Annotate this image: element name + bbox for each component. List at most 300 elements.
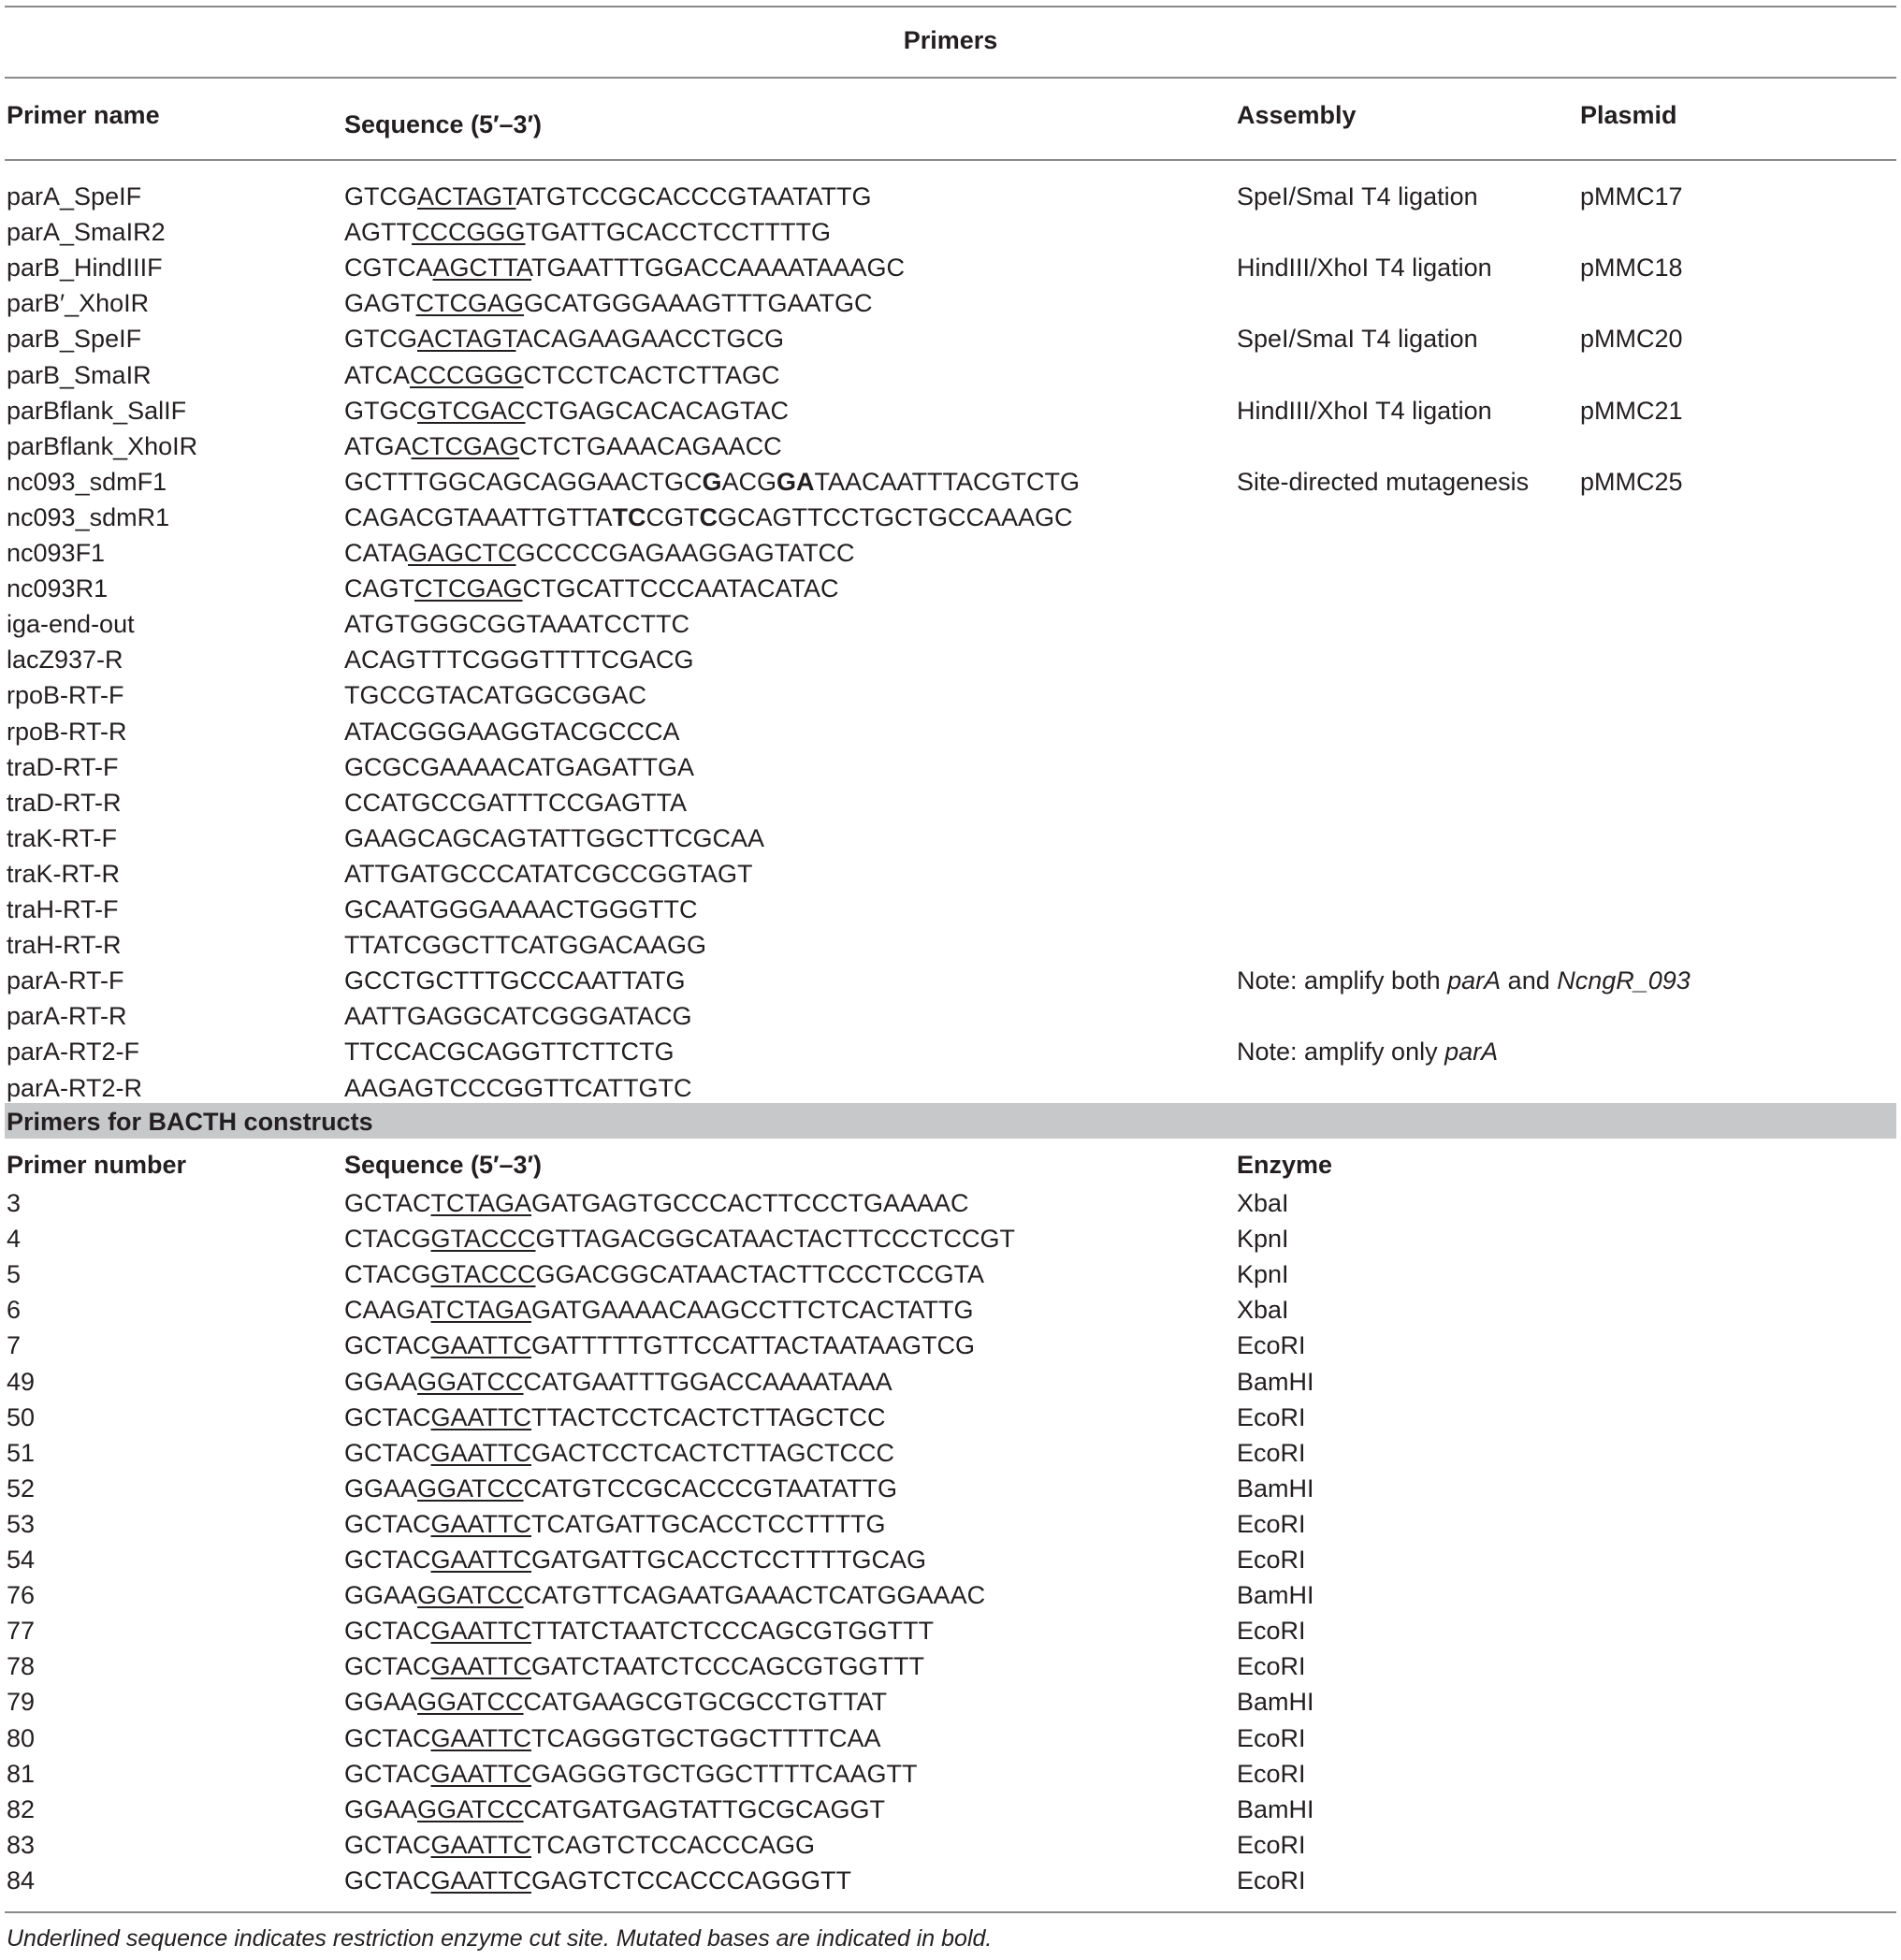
table-row — [0, 1364, 1901, 1400]
primer-plasmid: pMMC20 — [1580, 325, 1683, 354]
table-row — [0, 500, 1901, 535]
text-segment: TCAGTCTCCACCCAGG — [531, 1830, 815, 1859]
primer-name: nc093_sdmR1 — [7, 502, 170, 531]
table-row — [0, 963, 1901, 998]
table-row — [0, 1863, 1901, 1898]
text-segment: GAATTC — [430, 1402, 531, 1431]
text-segment: GCCCCGAGAAGGAGTATCC — [515, 539, 855, 567]
primer-number: 80 — [7, 1723, 36, 1752]
text-segment: TGAATTTGGACCAAAATAAAGC — [531, 254, 906, 283]
text-segment: GTGC — [344, 396, 417, 425]
primer-sequence — [344, 1400, 885, 1435]
text-segment: CTACG — [344, 1260, 431, 1289]
text-segment: TGCCGTACATGGCGGAC — [344, 681, 646, 710]
text-segment: TCATGATTGCACCTCCTTTTG — [531, 1509, 886, 1538]
text-segment: CTCGAG — [414, 574, 523, 603]
primer-number: 84 — [7, 1866, 36, 1895]
text-segment: ATTGATGCCCATATCGCCGGTAGT — [344, 859, 753, 888]
primer-plasmid: pMMC25 — [1580, 467, 1683, 496]
text-segment: GCTAC — [344, 1189, 431, 1217]
table-row — [0, 820, 1901, 856]
primer-sequence — [344, 927, 706, 963]
text-segment: GCAATGGGAAAACTGGGTTC — [344, 895, 698, 923]
header-sequence: Sequence (5′–3′) — [344, 110, 543, 138]
primer-sequence — [344, 714, 680, 749]
primer-name: traH-RT-F — [7, 895, 119, 923]
primer-number: 6 — [7, 1296, 22, 1325]
primer-sequence — [344, 749, 694, 785]
primer-name: traH-RT-R — [7, 931, 122, 960]
text-segment: GGAA — [344, 1474, 418, 1503]
text-segment: GCTAC — [344, 1509, 431, 1538]
table-row — [0, 1034, 1901, 1069]
table-row — [0, 677, 1901, 713]
primer-sequence — [344, 1613, 934, 1648]
table-row — [0, 1185, 1901, 1221]
footnote: Underlined sequence indicates restriction enzyme cut site. Mutated bases are indicated in bold. — [7, 1925, 993, 1952]
text-segment: CAGT — [344, 574, 415, 603]
text-segment: GATGAAAACAAGCCTTCTCACTATTG — [531, 1296, 974, 1325]
table-row — [0, 464, 1901, 500]
primer-sequence — [344, 606, 689, 642]
primer-name: rpoB-RT-F — [7, 681, 124, 710]
text-segment: GAGGGTGCTGGCTTTTCAAGTT — [531, 1759, 918, 1788]
primer-enzyme: EcoRI — [1237, 1759, 1306, 1788]
text-segment: CAGACGTAAATTGTTA — [344, 502, 613, 531]
text-segment: parA — [1447, 966, 1502, 995]
text-segment: ATGA — [344, 431, 412, 460]
primer-number: 78 — [7, 1652, 36, 1681]
text-segment: GAAGCAGCAGTATTGGCTTCGCAA — [344, 823, 765, 852]
text-segment: GAATTC — [430, 1438, 531, 1467]
primer-sequence — [344, 1328, 975, 1363]
text-segment: parA — [1444, 1038, 1499, 1067]
text-segment: GATCTAATCTCCCAGCGTGGTTT — [531, 1652, 924, 1681]
primer-assembly: Site-directed mutagenesis — [1237, 467, 1530, 496]
text-segment: GCTAC — [344, 1617, 431, 1646]
text-segment: CATGATGAGTATTGCGCAGGT — [523, 1794, 886, 1823]
table-row — [0, 1613, 1901, 1648]
primer-sequence — [344, 1720, 880, 1756]
text-segment: GCTAC — [344, 1438, 431, 1467]
text-segment: GCATGGGAAAGTTTGAATGC — [524, 289, 873, 318]
text-segment: ATGTGGGCGGTAAATCCTTC — [344, 610, 689, 639]
text-segment: AATTGAGGCATCGGGATACG — [344, 1002, 692, 1031]
text-segment: GTACCC — [430, 1225, 536, 1254]
text-segment: CATA — [344, 539, 409, 567]
table-row — [0, 856, 1901, 892]
primer-plasmid: pMMC18 — [1580, 254, 1683, 283]
text-segment: CATGAATTTGGACCAAAATAAA — [523, 1367, 892, 1396]
primer-number: 81 — [7, 1759, 36, 1788]
text-segment: GAATTC — [430, 1723, 531, 1752]
primer-sequence — [344, 1221, 1015, 1256]
table-row — [0, 1684, 1901, 1720]
primer-number: 79 — [7, 1688, 36, 1717]
text-segment: CGT — [646, 502, 700, 531]
table-row — [0, 285, 1901, 321]
primer-sequence — [344, 1542, 926, 1577]
table-row — [0, 250, 1901, 285]
primer-sequence — [344, 321, 784, 356]
primer-sequence — [344, 428, 782, 464]
text-segment: ACTAGT — [417, 325, 516, 354]
text-segment: ACG — [721, 467, 777, 496]
text-segment: ATGTCCGCACCCGTAATATTG — [515, 182, 872, 211]
bacth-section-label: Primers for BACTH constructs — [7, 1108, 373, 1136]
table-row — [0, 892, 1901, 927]
text-segment: GTCG — [344, 182, 417, 211]
text-segment: GGATCC — [417, 1581, 524, 1610]
primer-sequence — [344, 1471, 897, 1506]
text-segment: GCTAC — [344, 1759, 431, 1788]
text-segment: TTCCACGCAGGTTCTTCTG — [344, 1038, 675, 1067]
primer-sequence — [344, 1648, 924, 1684]
primer-number: 82 — [7, 1794, 36, 1823]
primer-sequence — [344, 1863, 851, 1898]
primer-name: rpoB-RT-R — [7, 717, 127, 746]
text-segment: TC — [612, 502, 646, 531]
primer-sequence — [344, 535, 855, 571]
primer-number: 7 — [7, 1331, 22, 1360]
text-segment: GATGATTGCACCTCCTTTTGCAG — [531, 1546, 926, 1574]
primer-sequence — [344, 357, 779, 393]
table-row — [0, 393, 1901, 428]
primer-enzyme: XbaI — [1237, 1189, 1289, 1217]
text-segment: ACAGAAGAACCTGCG — [515, 325, 785, 354]
primer-name: parA-RT-F — [7, 966, 124, 995]
title-rule — [5, 77, 1896, 79]
text-segment: AGTT — [344, 218, 412, 247]
text-segment: TCTAGA — [430, 1296, 532, 1325]
table-row — [0, 1792, 1901, 1827]
text-segment: CGTCA — [344, 254, 433, 283]
primer-sequence — [344, 464, 1080, 500]
text-segment: GTACCC — [430, 1260, 536, 1289]
primer-sequence — [344, 963, 685, 998]
text-segment: CATGAAGCGTGCGCCTGTTAT — [523, 1688, 888, 1717]
table-row — [0, 785, 1901, 820]
text-segment: CTCTGAAACAGAACC — [519, 431, 782, 460]
table-row — [0, 749, 1901, 785]
table-row — [0, 606, 1901, 642]
primer-enzyme: EcoRI — [1237, 1617, 1306, 1646]
primer-sequence — [344, 1756, 917, 1792]
text-segment: CAAGA — [344, 1296, 431, 1325]
table-row — [0, 1506, 1901, 1542]
table-row — [0, 535, 1901, 571]
text-segment: TTACTCCTCACTCTTAGCTCC — [531, 1402, 886, 1431]
primer-sequence — [344, 1435, 894, 1471]
primer-enzyme: BamHI — [1237, 1794, 1314, 1823]
text-segment: ATACGGGAAGGTACGCCCA — [344, 717, 680, 746]
primer-sequence — [344, 892, 698, 927]
text-segment: GCAGTTCCTGCTGCCAAAGC — [718, 502, 1073, 531]
text-segment: GCTAC — [344, 1546, 431, 1574]
primer-sequence — [344, 250, 905, 285]
text-segment: AAGAGTCCCGGTTCATTGTC — [344, 1073, 692, 1102]
table-row — [0, 1221, 1901, 1256]
primer-sequence — [344, 1292, 974, 1328]
text-segment: NcngR_093 — [1557, 966, 1691, 995]
primer-sequence — [344, 856, 752, 892]
text-segment: and — [1501, 966, 1558, 995]
text-segment: GATGAGTGCCCACTTCCCTGAAAAC — [531, 1189, 969, 1217]
primer-number: 50 — [7, 1402, 36, 1431]
text-segment: CTCGAG — [415, 289, 525, 318]
primer-name: parA-RT2-F — [7, 1038, 140, 1067]
table-row — [0, 1720, 1901, 1756]
primer-assembly: SpeI/SmaI T4 ligation — [1237, 182, 1478, 211]
primer-name: iga-end-out — [7, 610, 135, 639]
text-segment: TTATCGGCTTCATGGACAAGG — [344, 931, 706, 960]
text-segment: GCTAC — [344, 1652, 431, 1681]
text-segment: GTCGAC — [417, 396, 526, 425]
text-segment: GACTCCTCACTCTTAGCTCCC — [531, 1438, 894, 1467]
primer-sequence — [344, 820, 764, 856]
text-segment: Note: amplify only — [1237, 1038, 1445, 1067]
primer-assembly — [1237, 1034, 1498, 1069]
table-row — [0, 1400, 1901, 1435]
header-enzyme: Enzyme — [1237, 1151, 1333, 1179]
primer-name: nc093R1 — [7, 574, 109, 603]
primer-sequence — [344, 1070, 692, 1106]
primer-name: parB_SpeIF — [7, 325, 142, 354]
table-row — [0, 1471, 1901, 1506]
header-rule — [5, 159, 1896, 161]
table-row — [0, 214, 1901, 250]
text-segment: GAGTCTCCACCCAGGGTT — [531, 1866, 851, 1895]
text-segment: CTGAGCACACAGTAC — [525, 396, 790, 425]
primer-enzyme: BamHI — [1237, 1581, 1314, 1610]
primer-assembly — [1237, 963, 1691, 998]
header-primer-number: Primer number — [7, 1151, 187, 1179]
text-segment: GAATTC — [430, 1546, 531, 1574]
table-row — [0, 179, 1901, 214]
table-row — [0, 1827, 1901, 1863]
primer-name: parA_SmaIR2 — [7, 218, 166, 247]
text-segment: GGATCC — [417, 1367, 524, 1396]
primer-name: lacZ937-R — [7, 646, 123, 675]
text-segment: CCCGGG — [412, 218, 526, 247]
table-row — [0, 1756, 1901, 1792]
primer-enzyme: EcoRI — [1237, 1546, 1306, 1574]
text-segment: CTGCATTCCCAATACATAC — [522, 574, 839, 603]
primer-name: traD-RT-R — [7, 788, 122, 817]
primer-sequence — [344, 1506, 885, 1542]
text-segment: CTACG — [344, 1225, 431, 1254]
primer-sequence — [344, 677, 646, 713]
text-segment: CATGTCCGCACCCGTAATATTG — [523, 1474, 898, 1503]
text-segment: Note: amplify both — [1237, 966, 1448, 995]
bottom-rule — [5, 1911, 1896, 1913]
table-row — [0, 1648, 1901, 1684]
primer-sequence — [344, 1256, 984, 1292]
primer-name: parBflank_XhoIR — [7, 431, 198, 460]
primer-enzyme: EcoRI — [1237, 1866, 1306, 1895]
primer-sequence — [344, 1364, 892, 1400]
table-row — [0, 571, 1901, 606]
top-rule — [5, 6, 1896, 7]
text-segment: GAATTC — [430, 1509, 531, 1538]
table-row — [0, 1328, 1901, 1363]
primer-enzyme: XbaI — [1237, 1296, 1289, 1325]
text-segment: GAATTC — [430, 1759, 531, 1788]
table-row — [0, 642, 1901, 677]
text-segment: GGAA — [344, 1581, 418, 1610]
text-segment: GAATTC — [430, 1652, 531, 1681]
primer-sequence — [344, 1684, 887, 1720]
primer-enzyme: KpnI — [1237, 1260, 1289, 1289]
text-segment: GGATCC — [417, 1688, 524, 1717]
primer-number: 52 — [7, 1474, 36, 1503]
text-segment: GATTTTTGTTCCATTACTAATAAGTCG — [531, 1331, 975, 1360]
bacth-section-band — [5, 1103, 1896, 1139]
primer-assembly: SpeI/SmaI T4 ligation — [1237, 325, 1478, 354]
text-segment: GCTAC — [344, 1723, 431, 1752]
primer-enzyme: BamHI — [1237, 1688, 1314, 1717]
text-segment: GCTAC — [344, 1866, 431, 1895]
table-row — [0, 1070, 1901, 1106]
text-segment: GAATTC — [430, 1617, 531, 1646]
primer-number: 3 — [7, 1189, 22, 1217]
text-segment: ACTAGT — [417, 182, 516, 211]
text-segment: GCTAC — [344, 1830, 431, 1859]
primer-sequence — [344, 642, 693, 677]
primer-name: parA-RT2-R — [7, 1073, 143, 1102]
table-row — [0, 1542, 1901, 1577]
text-segment: ATCA — [344, 360, 411, 389]
primer-sequence — [344, 285, 873, 321]
primer-sequence — [344, 998, 692, 1034]
header-primer-name: Primer name — [7, 101, 160, 129]
text-segment: ACAGTTTCGGGTTTTCGACG — [344, 646, 694, 675]
primer-number: 53 — [7, 1509, 36, 1538]
table-row — [0, 1292, 1901, 1328]
text-segment: GAGCTC — [408, 539, 516, 567]
primer-sequence — [344, 1827, 815, 1863]
text-segment: GTCG — [344, 325, 417, 354]
primer-name: nc093_sdmF1 — [7, 467, 167, 496]
primer-assembly: HindIII/XhoI T4 ligation — [1237, 254, 1492, 283]
primer-name: parBflank_SalIF — [7, 396, 187, 425]
primer-enzyme: EcoRI — [1237, 1331, 1306, 1360]
text-segment: CTCCTCACTCTTAGC — [523, 360, 780, 389]
text-segment: GGAA — [344, 1688, 418, 1717]
primer-enzyme: BamHI — [1237, 1474, 1314, 1503]
primer-enzyme: EcoRI — [1237, 1723, 1306, 1752]
primer-sequence — [344, 179, 871, 214]
primer-name: parB_HindIIIF — [7, 254, 163, 283]
primer-enzyme: EcoRI — [1237, 1402, 1306, 1431]
primer-enzyme: EcoRI — [1237, 1830, 1306, 1859]
primer-number: 51 — [7, 1438, 36, 1467]
primer-sequence — [344, 571, 839, 606]
primer-plasmid: pMMC17 — [1580, 182, 1683, 211]
text-segment: GAATTC — [430, 1830, 531, 1859]
header-plasmid: Plasmid — [1580, 101, 1677, 129]
primer-enzyme: EcoRI — [1237, 1438, 1306, 1467]
text-segment: GGATCC — [417, 1794, 524, 1823]
text-segment: GCGCGAAAACATGAGATTGA — [344, 752, 695, 781]
text-segment: GCCTGCTTTGCCCAATTATG — [344, 966, 686, 995]
text-segment: TGATTGCACCTCCTTTTG — [525, 218, 831, 247]
text-segment: GAATTC — [430, 1866, 531, 1895]
primer-enzyme: BamHI — [1237, 1367, 1314, 1396]
text-segment: GGAA — [344, 1794, 418, 1823]
primer-sequence — [344, 1577, 985, 1613]
primer-name: parA-RT-R — [7, 1002, 127, 1031]
primer-enzyme: KpnI — [1237, 1225, 1289, 1254]
text-segment: TTATCTAATCTCCCAGCGTGGTTT — [531, 1617, 934, 1646]
text-segment: GTTAGACGGCATAACTACTTCCCTCCGT — [535, 1225, 1015, 1254]
primer-number: 54 — [7, 1546, 36, 1574]
text-segment: GAGT — [344, 289, 416, 318]
primer-name: traK-RT-R — [7, 859, 121, 888]
primer-name: traK-RT-F — [7, 823, 118, 852]
table-row — [0, 428, 1901, 464]
table-row — [0, 927, 1901, 963]
text-segment: GCTAC — [344, 1402, 431, 1431]
primer-number: 4 — [7, 1225, 22, 1254]
primer-sequence — [344, 1792, 885, 1827]
primer-name: parB′_XhoIR — [7, 289, 150, 318]
table-row — [0, 998, 1901, 1034]
primer-name: nc093F1 — [7, 539, 106, 567]
table-row — [0, 357, 1901, 393]
table-row — [0, 714, 1901, 749]
text-segment: CCATGCCGATTTCCGAGTTA — [344, 788, 687, 817]
header-assembly: Assembly — [1237, 101, 1357, 129]
primer-enzyme: EcoRI — [1237, 1652, 1306, 1681]
table-row — [0, 1577, 1901, 1613]
primer-sequence — [344, 393, 789, 428]
primer-sequence — [344, 214, 831, 250]
primer-sequence — [344, 785, 687, 820]
primer-sequence — [344, 1185, 969, 1221]
primer-name: parA_SpeIF — [7, 182, 142, 211]
primer-number: 83 — [7, 1830, 36, 1859]
primer-name: traD-RT-F — [7, 752, 119, 781]
primer-number: 77 — [7, 1617, 36, 1646]
primer-plasmid: pMMC21 — [1580, 396, 1683, 425]
primer-sequence — [344, 1034, 674, 1069]
text-segment: GGACGGCATAACTACTTCCCTCCGTA — [535, 1260, 984, 1289]
text-segment: AGCTTA — [432, 254, 531, 283]
header-bacth-sequence: Sequence (5′–3′) — [344, 1151, 543, 1179]
primer-number: 5 — [7, 1260, 22, 1289]
text-segment: GA — [776, 467, 815, 496]
text-segment: CTCGAG — [411, 431, 520, 460]
primer-name: parB_SmaIR — [7, 360, 152, 389]
text-segment: C — [699, 502, 718, 531]
table-row — [0, 1435, 1901, 1471]
text-segment: GCTTTGGCAGCAGGAACTGC — [344, 467, 703, 496]
text-segment: GGAA — [344, 1367, 418, 1396]
text-segment: TCAGGGTGCTGGCTTTTCAA — [531, 1723, 881, 1752]
text-segment: TAACAATTTACGTCTG — [814, 467, 1081, 496]
text-segment: GAATTC — [430, 1331, 531, 1360]
text-segment: CCCGGG — [410, 360, 524, 389]
table-title: Primers — [903, 26, 998, 54]
text-segment: TCTAGA — [430, 1189, 531, 1217]
table-row — [0, 1256, 1901, 1292]
primer-sequence — [344, 500, 1073, 535]
text-segment: GCTAC — [344, 1331, 431, 1360]
primer-assembly: HindIII/XhoI T4 ligation — [1237, 396, 1492, 425]
primer-number: 49 — [7, 1367, 36, 1396]
primer-enzyme: EcoRI — [1237, 1509, 1306, 1538]
